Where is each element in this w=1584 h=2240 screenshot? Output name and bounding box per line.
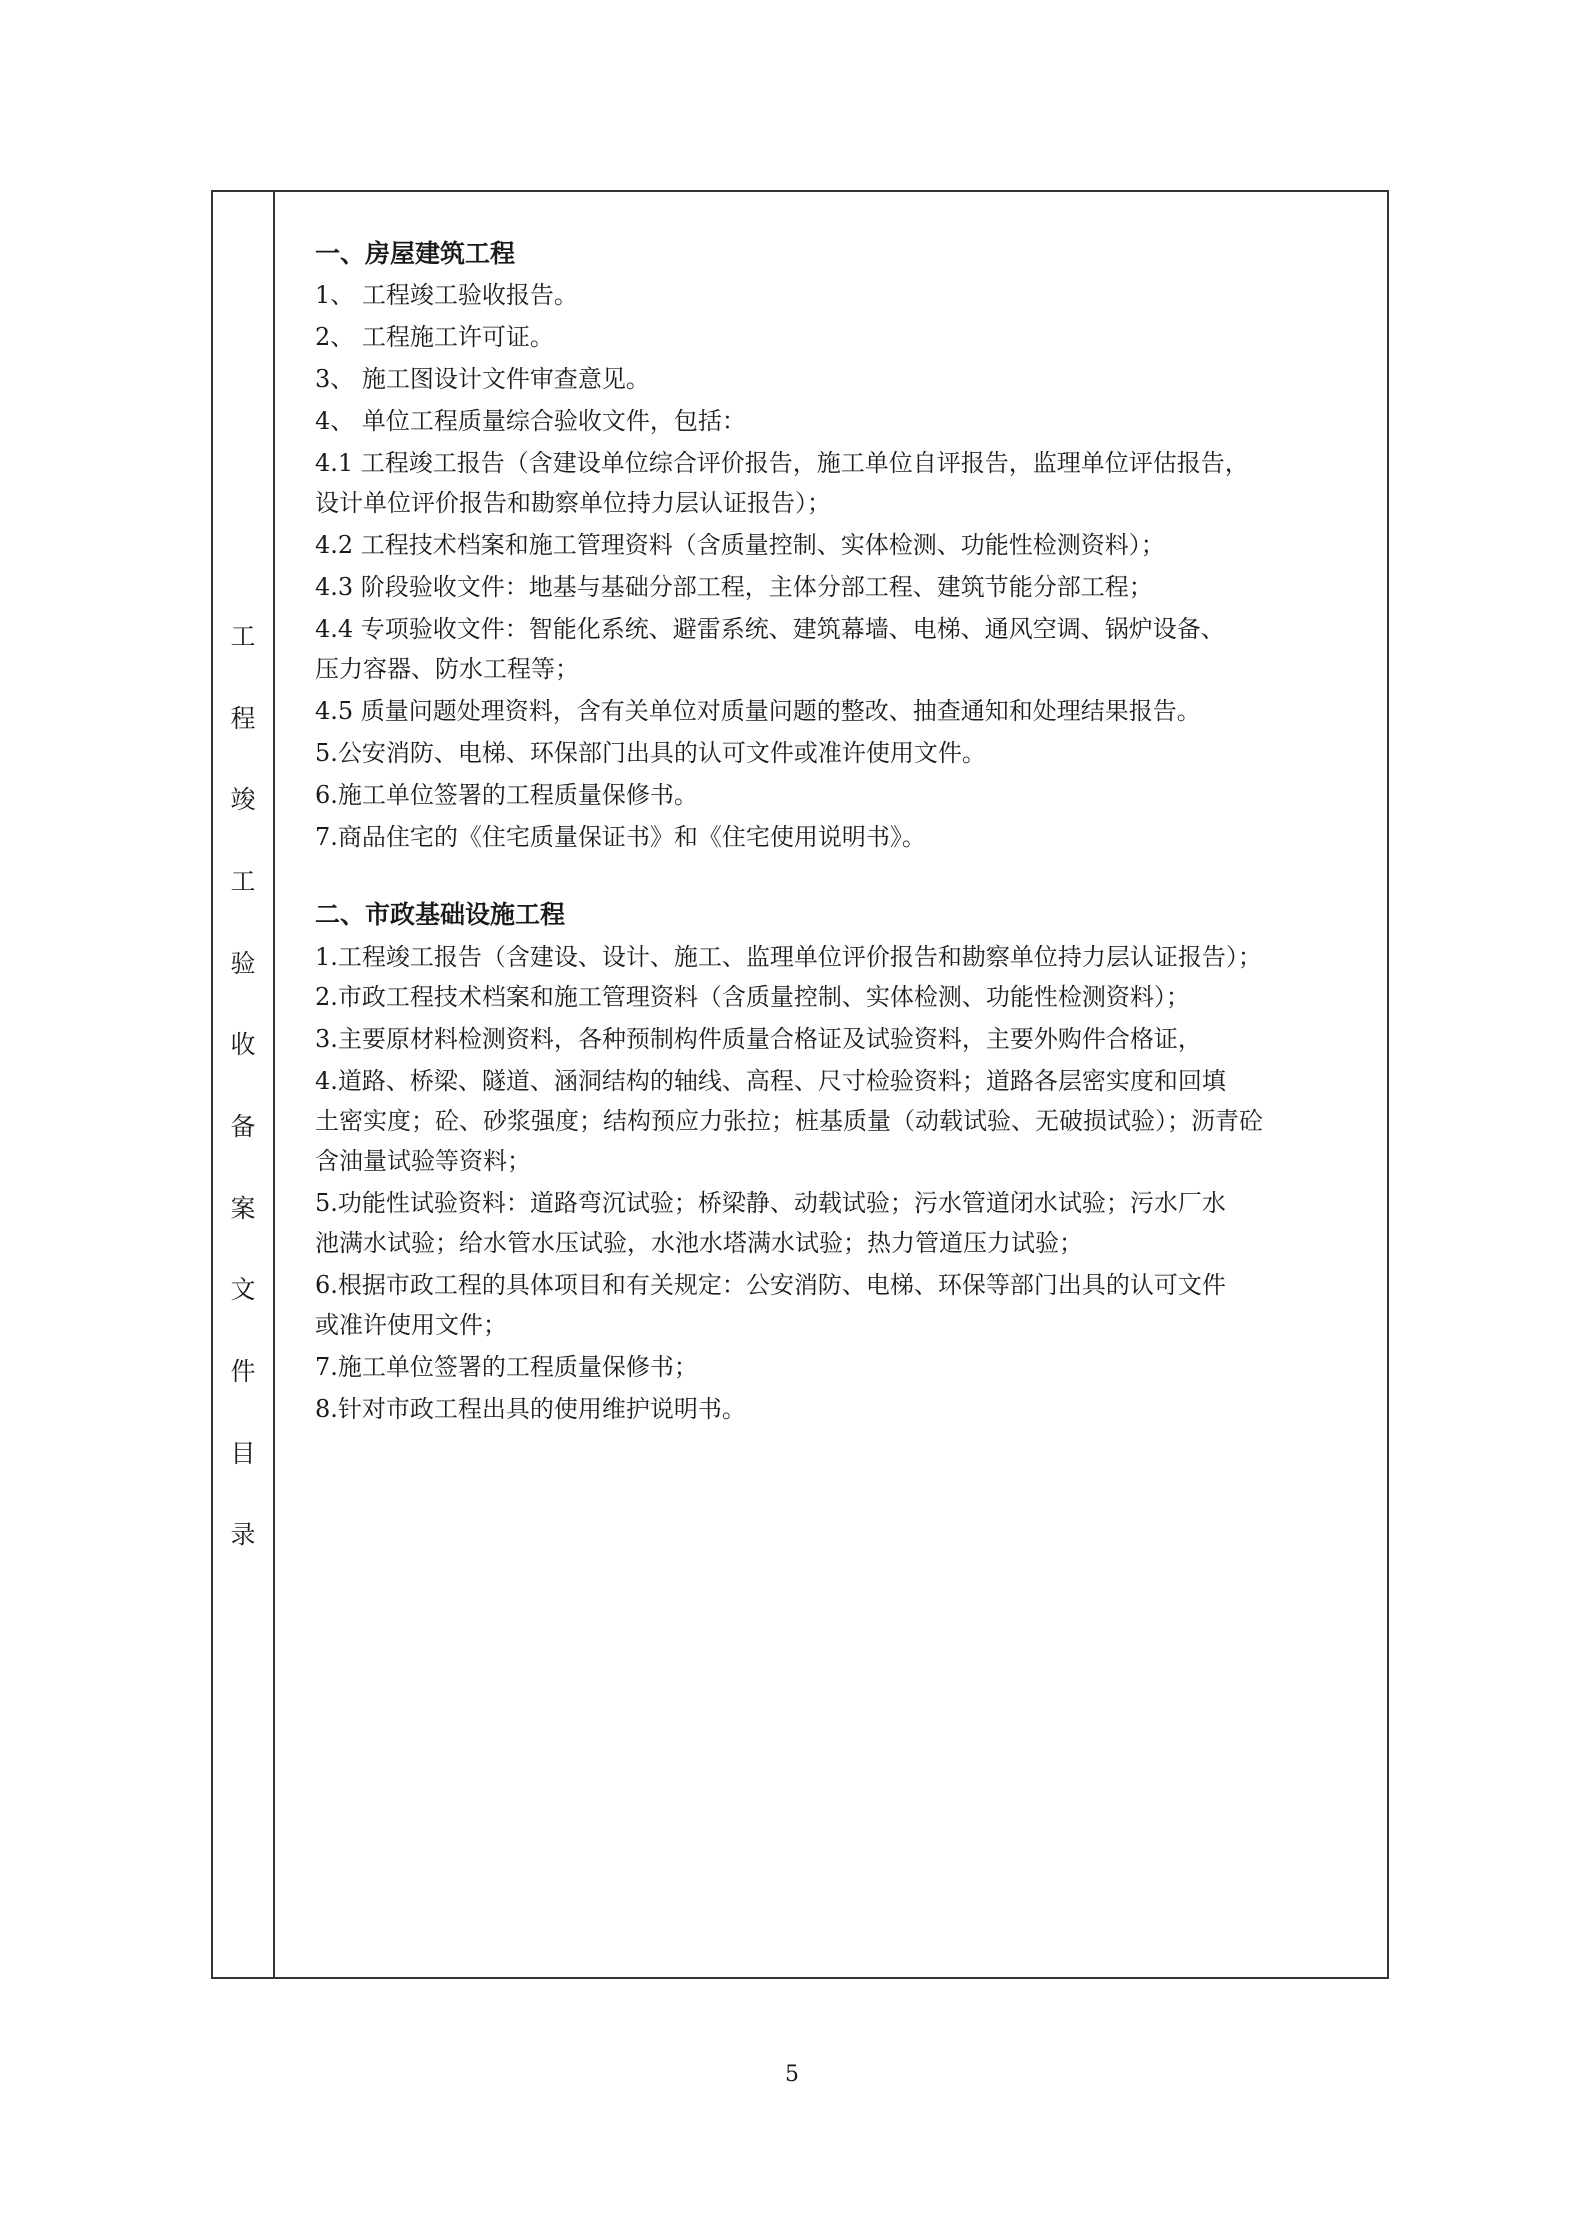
list-item: 4.5 质量问题处理资料，含有关单位对质量问题的整改、抽查通知和处理结果报告。 <box>315 697 1201 725</box>
list-item: 6.施工单位签署的工程质量保修书。 <box>315 781 698 809</box>
list-item: 4.1 工程竣工报告（含建设单位综合评价报告，施工单位自评报告，监理单位评估报告， <box>315 449 1249 477</box>
list-item: 1.工程竣工报告（含建设、设计、施工、监理单位评价报告和勘察单位持力层认证报告）； <box>315 943 1262 971</box>
list-item: 4.2 工程技术档案和施工管理资料（含质量控制、实体检测、功能性检测资料）； <box>315 531 1165 559</box>
list-item: 4.3 阶段验收文件：地基与基础分部工程，主体分部工程、建筑节能分部工程； <box>315 573 1153 601</box>
side-label-char: 工 <box>230 867 256 896</box>
list-item: 8.针对市政工程出具的使用维护说明书。 <box>315 1395 746 1423</box>
page-number: 5 <box>785 2062 799 2087</box>
list-item-continuation: 压力容器、防水工程等； <box>315 655 579 683</box>
list-item: 4.4 专项验收文件：智能化系统、避雷系统、建筑幕墙、电梯、通风空调、锅炉设备、 <box>315 615 1225 643</box>
list-item-continuation: 设计单位评价报告和勘察单位持力层认证报告）； <box>315 489 831 517</box>
list-item-continuation: 池满水试验；给水管水压试验，水池水塔满水试验；热力管道压力试验； <box>315 1229 1083 1257</box>
side-label-column <box>213 192 273 1977</box>
side-label-char: 件 <box>230 1357 256 1386</box>
side-label-char: 竣 <box>230 785 256 814</box>
list-item: 4、 单位工程质量综合验收文件，包括： <box>315 407 746 435</box>
side-label-char: 验 <box>230 949 256 978</box>
list-item: 2.市政工程技术档案和施工管理资料（含质量控制、实体检测、功能性检测资料）； <box>315 983 1190 1011</box>
list-item: 7.施工单位签署的工程质量保修书； <box>315 1353 698 1381</box>
list-item-continuation: 土密实度；砼、砂浆强度；结构预应力张拉；桩基质量（动载试验、无破损试验）；沥青砼 <box>315 1107 1263 1135</box>
list-item: 5.功能性试验资料：道路弯沉试验；桥梁静、动载试验；污水管道闭水试验；污水厂水 <box>315 1189 1226 1217</box>
list-item: 3.主要原材料检测资料，各种预制构件质量合格证及试验资料，主要外购件合格证， <box>315 1025 1202 1053</box>
list-item: 1、 工程竣工验收报告。 <box>315 281 578 309</box>
side-label-char: 文 <box>230 1275 256 1304</box>
list-item: 4.道路、桥梁、隧道、涵洞结构的轴线、高程、尺寸检验资料；道路各层密实度和回填 <box>315 1067 1226 1095</box>
archive-form-table <box>211 190 1389 1979</box>
section-heading-building: 一、房屋建筑工程 <box>315 239 516 268</box>
content-cell <box>275 192 1387 1977</box>
list-item: 2、 工程施工许可证。 <box>315 323 554 351</box>
list-item: 7.商品住宅的《住宅质量保证书》和《住宅使用说明书》。 <box>315 823 926 851</box>
section-heading-municipal: 二、市政基础设施工程 <box>315 900 566 929</box>
side-label-char: 录 <box>230 1520 256 1549</box>
side-label-char: 目 <box>230 1439 256 1468</box>
list-item: 6.根据市政工程的具体项目和有关规定：公安消防、电梯、环保等部门出具的认可文件 <box>315 1271 1226 1299</box>
side-label-char: 收 <box>230 1030 256 1059</box>
side-label-char: 工 <box>230 622 256 651</box>
list-item-continuation: 或准许使用文件； <box>315 1311 507 1339</box>
list-item: 5.公安消防、电梯、环保部门出具的认可文件或准许使用文件。 <box>315 739 986 767</box>
list-item: 3、 施工图设计文件审查意见。 <box>315 365 650 393</box>
side-label-char: 案 <box>230 1194 256 1223</box>
side-label-char: 备 <box>230 1112 256 1141</box>
list-item-continuation: 含油量试验等资料； <box>315 1147 531 1175</box>
side-label-char: 程 <box>230 704 256 733</box>
